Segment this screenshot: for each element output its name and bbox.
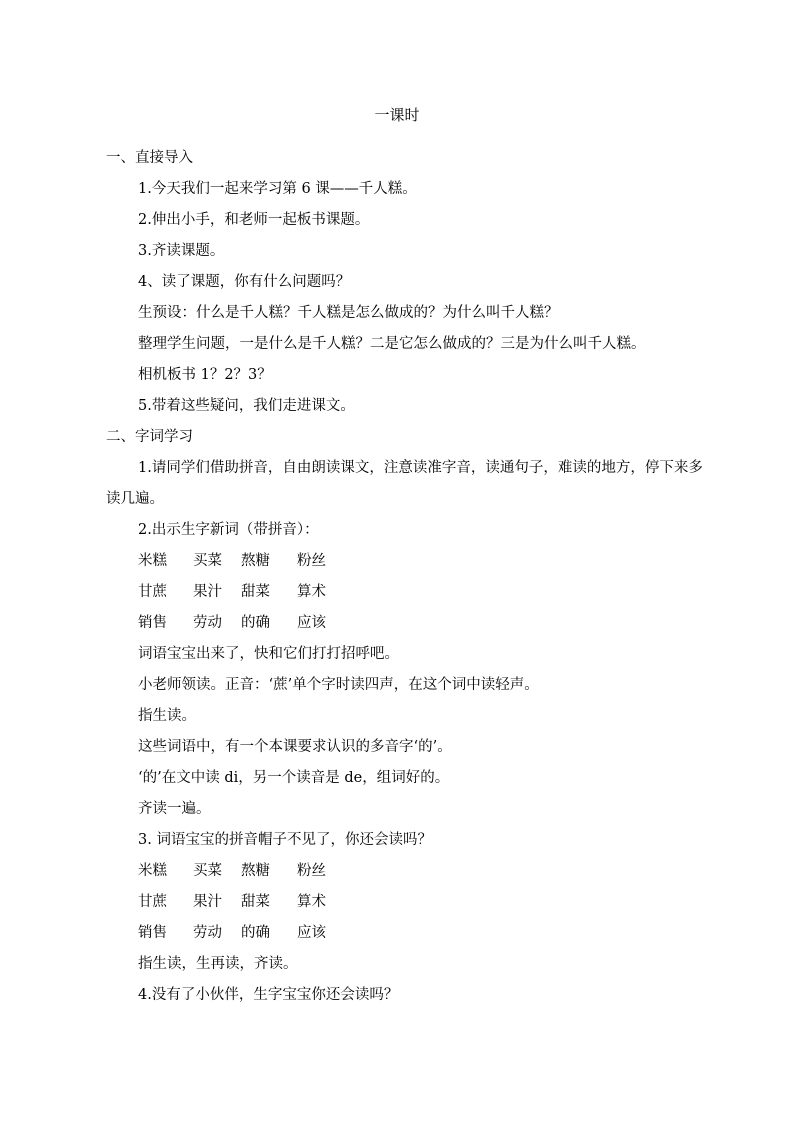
word-row	[106, 887, 706, 918]
section-heading-2: 二、字词学习	[106, 429, 193, 445]
lesson-body	[106, 143, 706, 1011]
word: 米糕	[138, 553, 167, 569]
text-line: 这些词语中，有一个本课要求认识的多音字‘的’。	[138, 739, 452, 755]
word: 算术	[297, 894, 326, 910]
text-line: 4.没有了小伙伴，生字宝宝你还会读吗？	[138, 987, 399, 1003]
word-row	[106, 577, 706, 608]
word: 果汁	[193, 894, 222, 910]
word-row	[106, 608, 706, 639]
word-row	[106, 918, 706, 949]
word-row	[106, 856, 706, 887]
text-paragraph: 1.请同学们借助拼音，自由朗读课文，注意读准字音，读通句子，难读的地方，停下来多读几遍。	[106, 460, 703, 507]
word: 甜菜	[241, 894, 270, 910]
text-line: 生预设：什么是千人糕？千人糕是怎么做成的？为什么叫千人糕？	[138, 305, 559, 321]
word: 甘蔗	[138, 894, 167, 910]
word: 算术	[297, 584, 326, 600]
page-title: 一课时	[374, 106, 420, 124]
word: 劳动	[193, 925, 222, 941]
text-line: 指生读，生再读，齐读。	[138, 956, 298, 972]
text-line: 2.出示生字新词（带拼音）：	[138, 522, 319, 538]
word: 甜菜	[241, 584, 270, 600]
word: 粉丝	[297, 863, 326, 879]
text-line: 3. 词语宝宝的拼音帽子不见了，你还会读吗？	[138, 832, 432, 848]
text-line: 2.伸出小手，和老师一起板书课题。	[138, 212, 370, 228]
word: 买菜	[193, 553, 222, 569]
word: 熬糖	[241, 553, 270, 569]
word: 的确	[241, 615, 270, 631]
text-line: 1.今天我们一起来学习第 6 课——千人糕。	[138, 181, 417, 197]
text-line: 3.齐读课题。	[138, 243, 225, 259]
section-heading-1: 一、直接导入	[106, 150, 193, 166]
text-line: 小老师领读。正音：‘蔗’单个字时读四声，在这个词中读轻声。	[138, 677, 539, 693]
word: 销售	[138, 615, 167, 631]
text-line: ‘的’在文中读 di，另一个读音是 de，组词好的。	[138, 770, 450, 786]
text-line: 4、读了课题，你有什么问题吗？	[138, 274, 351, 290]
word: 的确	[241, 925, 270, 941]
word: 甘蔗	[138, 584, 167, 600]
word: 果汁	[193, 584, 222, 600]
word: 应该	[297, 615, 326, 631]
text-line: 指生读。	[138, 708, 196, 724]
text-line: 词语宝宝出来了，快和它们打打招呼吧。	[138, 646, 399, 662]
word: 熬糖	[241, 863, 270, 879]
word: 销售	[138, 925, 167, 941]
word: 米糕	[138, 863, 167, 879]
text-line: 5.带着这些疑问，我们走进课文。	[138, 398, 355, 414]
word: 劳动	[193, 615, 222, 631]
word-row	[106, 546, 706, 577]
word: 粉丝	[297, 553, 326, 569]
word: 应该	[297, 925, 326, 941]
text-line: 整理学生问题，一是什么是千人糕？二是它怎么做成的？三是为什么叫千人糕。	[138, 336, 646, 352]
text-line: 齐读一遍。	[138, 801, 211, 817]
word: 买菜	[193, 863, 222, 879]
text-line: 相机板书 1？2？3？	[138, 367, 272, 383]
